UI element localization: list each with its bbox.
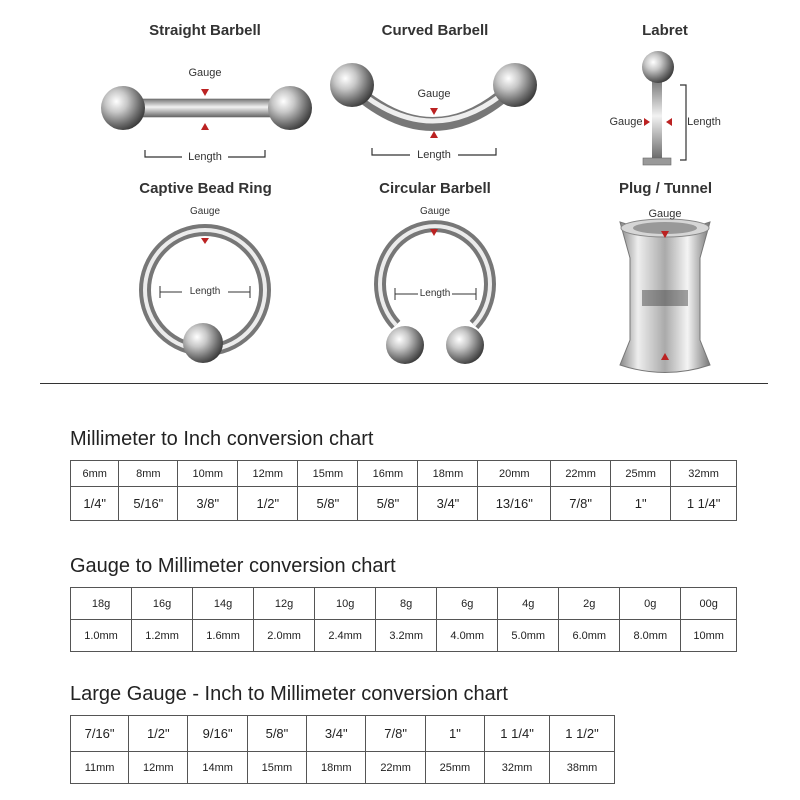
inch-cell: 3/8" [178,487,238,521]
mm-cell: 10mm [178,461,238,487]
section-divider [40,383,768,384]
large-inch-cell: 5/8" [247,716,306,752]
captive-bead-ring-gauge-label: Gauge [189,206,221,217]
gauge-mm-row [71,620,737,652]
gauge-cell: 18g [71,588,132,620]
inch-cell: 1/2" [238,487,298,521]
inch-cell: 1/4" [71,487,119,521]
large-mm-cell: 38mm [550,752,615,784]
gauge-cell: 6g [437,588,498,620]
gauge-cell: 12g [254,588,315,620]
circular-barbell-length-label: Length [419,288,451,299]
mm-row [71,461,737,487]
inch-cell: 5/8" [298,487,358,521]
gauge-cell: 8g [376,588,437,620]
inch-row [71,487,737,521]
mm-cell: 32mm [671,461,737,487]
captive-bead-ring-length-label: Length [189,286,221,297]
large-mm-cell: 14mm [188,752,247,784]
mm-cell: 6mm [71,461,119,487]
large-mm-cell: 12mm [129,752,188,784]
mm-cell: 18mm [418,461,478,487]
curved-barbell-length-label: Length [417,149,451,161]
gauge-cell: 2g [559,588,620,620]
curved-barbell-title: Curved Barbell [381,22,489,39]
captive-bead-ring-title: Captive Bead Ring [139,180,272,197]
mm-cell: 20mm [478,461,551,487]
gauge-mm-cell: 4.0mm [437,620,498,652]
large-inch-cell: 9/16" [188,716,247,752]
gauge-mm-cell: 1.2mm [132,620,193,652]
mm-cell: 12mm [238,461,298,487]
large-mm-row [71,752,615,784]
inch-cell: 3/4" [418,487,478,521]
labret-title: Labret [642,22,688,39]
large-gauge-title: Large Gauge - Inch to Millimeter conversion chart [70,683,508,705]
gauge-mm-cell: 10mm [681,620,737,652]
large-inch-cell: 7/16" [71,716,129,752]
circular-barbell-gauge-label: Gauge [419,206,451,217]
curved-barbell-gauge-label: Gauge [417,88,451,100]
mm-cell: 25mm [611,461,671,487]
gauge-mm-cell: 6.0mm [559,620,620,652]
gauge-cell: 4g [498,588,559,620]
large-mm-cell: 11mm [71,752,129,784]
plug-tunnel-gauge-label: Gauge [648,208,682,220]
gauge-row [71,588,737,620]
inch-cell: 7/8" [551,487,611,521]
gauge-mm-cell: 2.0mm [254,620,315,652]
mm-cell: 8mm [119,461,178,487]
inch-cell: 5/8" [358,487,418,521]
large-inch-cell: 1 1/4" [485,716,550,752]
mm-cell: 15mm [298,461,358,487]
gauge-mm-cell: 8.0mm [620,620,681,652]
labret-gauge-label: Gauge [609,116,643,128]
gauge-mm-cell: 1.0mm [71,620,132,652]
straight-barbell-title: Straight Barbell [149,22,261,39]
large-inch-cell: 1" [425,716,484,752]
labret-length-label: Length [687,116,721,128]
large-inch-cell: 1/2" [129,716,188,752]
straight-barbell-illustration [101,86,312,157]
inch-cell: 1" [611,487,671,521]
gauge-to-mm-table [70,587,737,652]
large-inch-cell: 3/4" [307,716,366,752]
gauge-cell: 14g [193,588,254,620]
large-inch-row [71,716,615,752]
gauge-cell: 16g [132,588,193,620]
mm-to-inch-title: Millimeter to Inch conversion chart [70,428,374,450]
mm-to-inch-table [70,460,737,521]
gauge-mm-cell: 5.0mm [498,620,559,652]
gauge-mm-cell: 2.4mm [315,620,376,652]
inch-cell: 5/16" [119,487,178,521]
gauge-mm-cell: 3.2mm [376,620,437,652]
mm-cell: 22mm [551,461,611,487]
gauge-cell: 00g [681,588,737,620]
gauge-cell: 0g [620,588,681,620]
gauge-mm-cell: 1.6mm [193,620,254,652]
large-gauge-table [70,715,615,784]
circular-barbell-title: Circular Barbell [379,180,491,197]
gauge-cell: 10g [315,588,376,620]
gauge-to-mm-title: Gauge to Millimeter conversion chart [70,555,396,577]
inch-cell: 1 1/4" [671,487,737,521]
straight-barbell-gauge-label: Gauge [188,67,222,79]
plug-tunnel-illustration [620,219,710,373]
straight-barbell-length-label: Length [188,151,222,163]
large-inch-cell: 1 1/2" [550,716,615,752]
labret-illustration [642,51,686,165]
large-mm-cell: 22mm [366,752,425,784]
plug-tunnel-title: Plug / Tunnel [618,180,713,197]
large-mm-cell: 18mm [307,752,366,784]
inch-cell: 13/16" [478,487,551,521]
large-inch-cell: 7/8" [366,716,425,752]
large-mm-cell: 32mm [485,752,550,784]
large-mm-cell: 25mm [425,752,484,784]
curved-barbell-illustration [330,63,537,155]
mm-cell: 16mm [358,461,418,487]
large-mm-cell: 15mm [247,752,306,784]
